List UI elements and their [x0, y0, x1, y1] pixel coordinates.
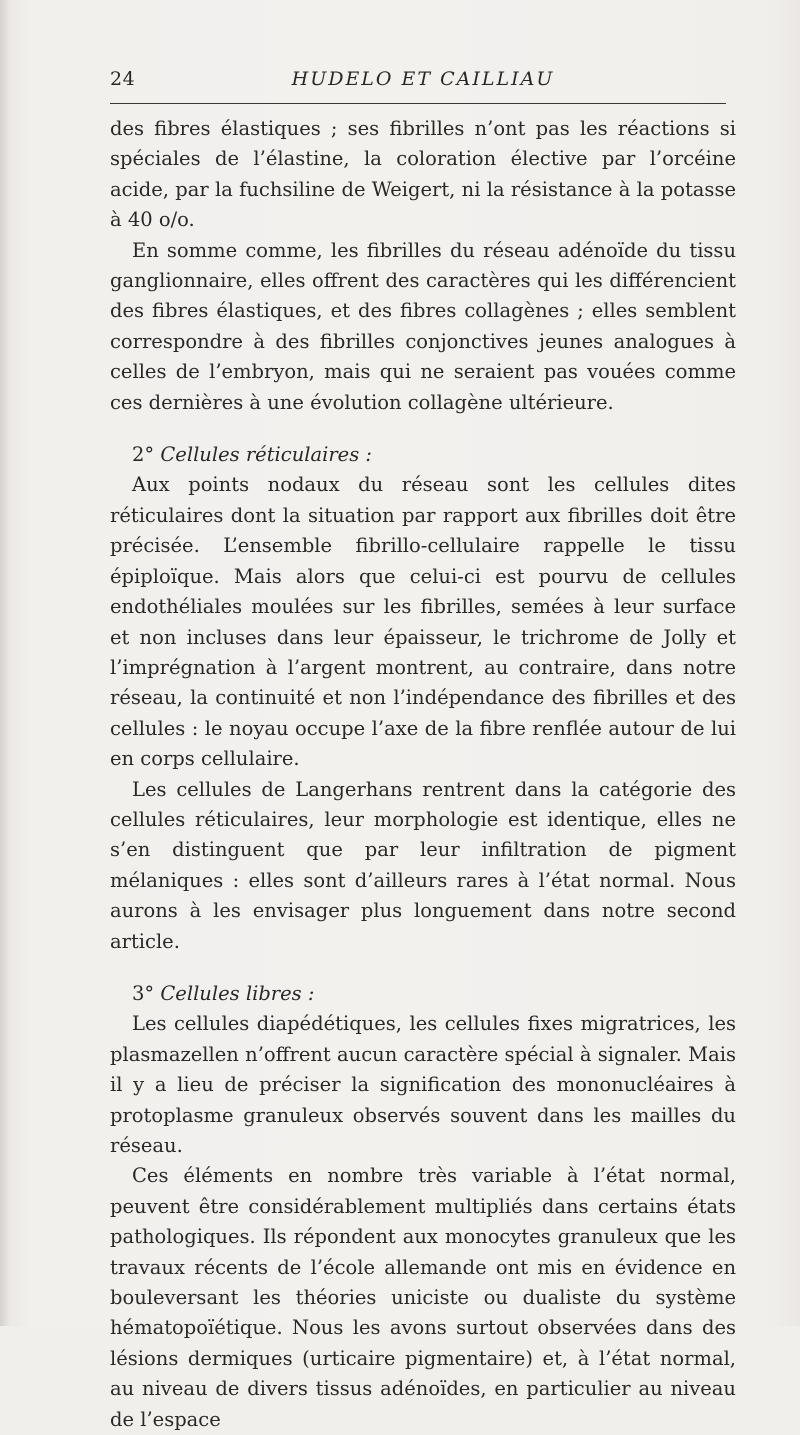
header-rule: [110, 103, 726, 104]
section-number: 3°: [132, 981, 155, 1005]
paragraph: Les cellules de Langerhans rentrent dans la catégorie des cellules réticulaires, leur morphologie est identique, elles ne s’en distinguent que par leur infiltration de pigment mélaniques : elles sont d’ailleurs rares à l’état normal. Nous aurons à les envisager plus longuement dans notre second article.: [110, 777, 736, 953]
section-heading-cellules-libres: [110, 979, 736, 1009]
running-header: [110, 62, 736, 102]
body-text: [110, 114, 736, 1435]
running-title: HUDELO ET CAILLIAU: [291, 68, 555, 90]
paragraph: Les cellules diapédétiques, les cellules fixes migratrices, les plasmazellen n’offrent aucun caractère spécial à signaler. Mais il y a lieu de préciser la signification des mononucléaires à protoplasme granuleux observés souvent dans les mailles du réseau.: [110, 1012, 736, 1157]
page-edge-shadow: [0, 0, 10, 1326]
section-title: Cellules réticulaires :: [160, 443, 372, 467]
paragraph: Aux points nodaux du réseau sont les cellules dites réticulaires dont la situation par rapport aux fibrilles doit être précisée. L’ensemble fibrillo-cellulaire rappelle le tissu épiploïque. Mais alors que celui-ci est pourvu de cellules endothéliales moulées sur les fibrilles, semées à leur surface et non incluses dans leur épaisseur, le trichrome de Jolly et l’imprégnation à l’argent montrent, au contraire, dans notre réseau, la continuité et non l’indépendance des fibrilles et des cellules : le noyau occupe l’axe de la fibre renflée autour de lui en corps cellulaire.: [110, 473, 736, 771]
section-gap: [110, 418, 736, 440]
paragraph-continued: des fibres élastiques ; ses fibrilles n’ont pas les réactions si spéciales de l’élastine, la coloration élective par l’orcéine acide, par la fuchsiline de Weigert, ni la résistance à la potasse à 40 o/o.: [110, 117, 736, 232]
section-gap: [110, 957, 736, 979]
paragraph: Ces éléments en nombre très variable à l’état normal, peuvent être considérablement multipliés dans certains états pathologiques. Ils répondent aux monocytes granuleux que les travaux récents de l’école allemande ont mis en évidence en bouleversant les théories uniciste ou dualiste du système hématopoïétique. Nous les avons surtout observées dans des lésions dermiques (urticaire pigmentaire) et, à l’état normal, au niveau de divers tissus adénoïdes, en particulier au niveau de l’espace: [110, 1164, 736, 1431]
page-number: 24: [110, 68, 136, 90]
section-heading-cellules-reticulaires: [110, 440, 736, 470]
paragraph: En somme comme, les fibrilles du réseau adénoïde du tissu ganglionnaire, elles offrent des caractères qui les différencient des fibres élastiques, et des fibres collagènes ; elles semblent correspondre à des fibrilles conjonctives jeunes analogues à celles de l’embryon, mais qui ne seraient pas vouées comme ces dernières à une évolution collagène ultérieure.: [110, 238, 736, 414]
section-title: Cellules libres :: [160, 981, 315, 1005]
section-number: 2°: [132, 443, 155, 467]
